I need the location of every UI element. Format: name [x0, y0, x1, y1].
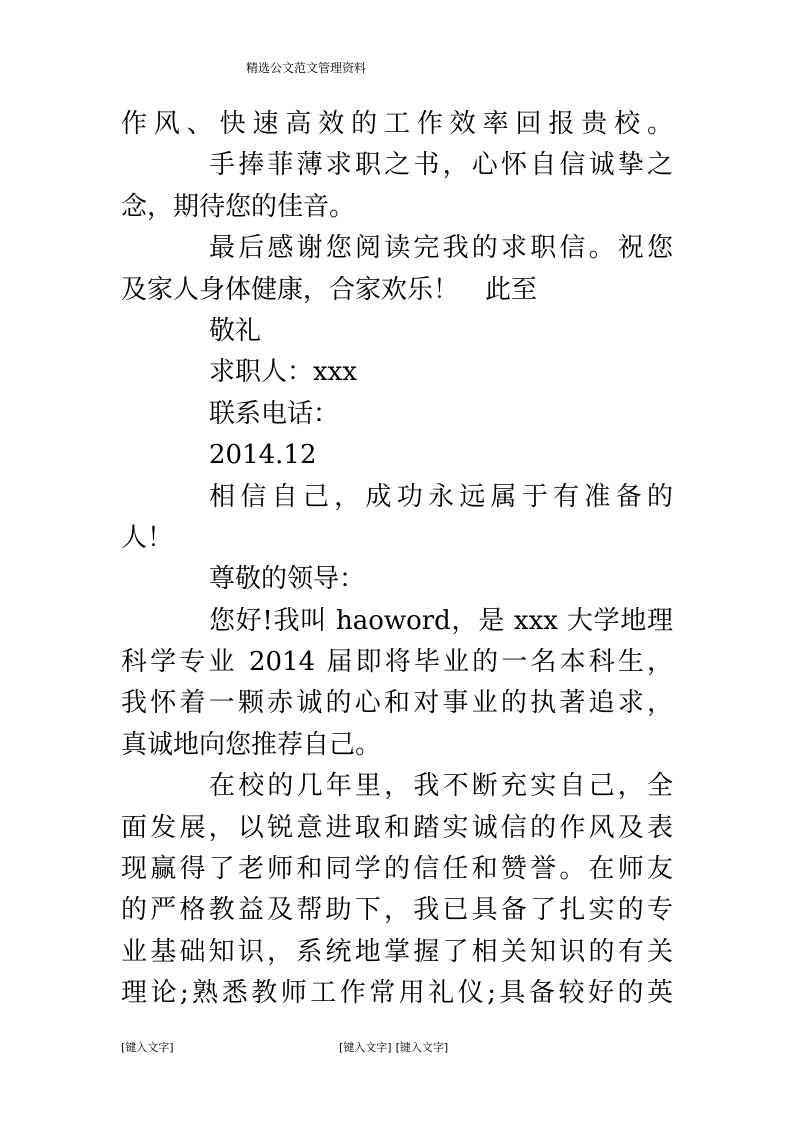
body-line: 科学专业 2014 届即将毕业的一名本科生， [121, 647, 673, 678]
body-line: 相信自己，成功永远属于有准备的 [209, 481, 673, 512]
body-line: 业基础知识，系统地掌握了相关知识的有关 [121, 936, 673, 967]
document-body [121, 104, 673, 1015]
body-line: 及家人身体健康，合家欢乐！ 此至 [121, 274, 538, 305]
page-header: 精选公文范文管理资料 [246, 61, 367, 75]
letter-date: 2014.12 [209, 440, 317, 471]
body-line: 人！ [121, 522, 174, 553]
greeting: 尊敬的领导： [209, 564, 366, 595]
body-line: 您好!我叫 haoword，是 xxx 大学地理 [209, 605, 673, 636]
body-line: 作风、快速高效的工作效率回报贵校。 [121, 109, 673, 139]
footer-left-placeholder: [键入文字] [121, 1041, 174, 1054]
footer-center-placeholder: [键入文字] [339, 1041, 392, 1054]
body-line: 现赢得了老师和同学的信任和赞誉。在师友 [121, 854, 673, 885]
closing-salutation: 敬礼 [209, 315, 262, 346]
body-line: 手捧菲薄求职之书，心怀自信诚挚之 [209, 150, 673, 181]
body-line: 念，期待您的佳音。 [121, 191, 356, 222]
body-line: 的严格教益及帮助下，我已具备了扎实的专 [121, 895, 673, 926]
body-line: 在校的几年里，我不断充实自己，全 [209, 771, 673, 802]
body-line: 我怀着一颗赤诚的心和对事业的执著追求， [121, 688, 673, 719]
body-line: 理论;熟悉教师工作常用礼仪;具备较好的英 [121, 978, 673, 1009]
footer-right-placeholder: [键入文字] [395, 1041, 449, 1054]
applicant-name: 求职人：xxx [209, 357, 357, 388]
body-line: 最后感谢您阅读完我的求职信。祝您 [209, 233, 673, 264]
footer-right-group [339, 1041, 448, 1055]
body-line: 面发展，以锐意进取和踏实诚信的作风及表 [121, 812, 673, 843]
contact-phone: 联系电话： [209, 398, 340, 429]
body-line: 真诚地向您推荐自己。 [121, 729, 382, 760]
